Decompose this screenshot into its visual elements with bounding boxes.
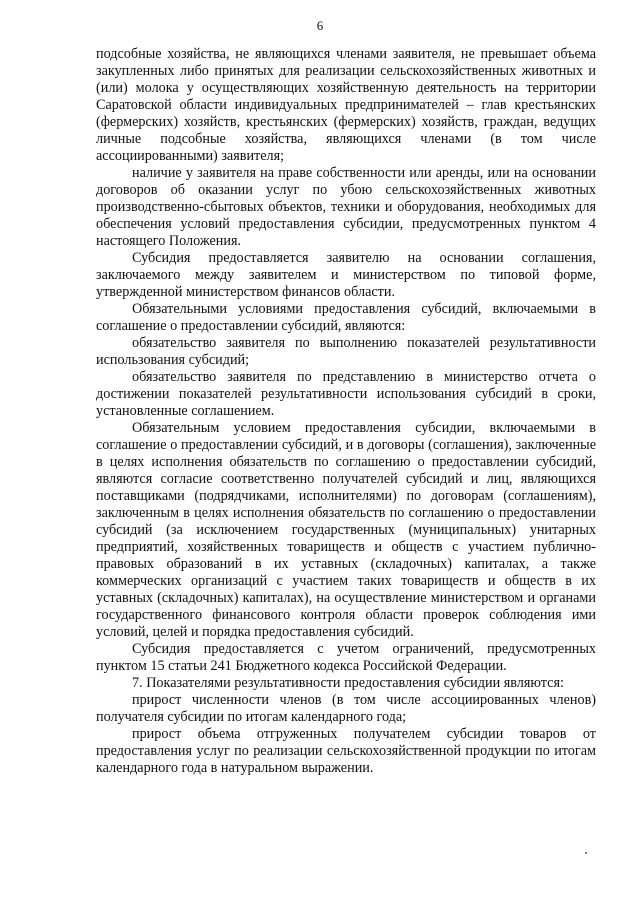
paragraph-continuation: подсобные хозяйства, не являющихся членами заявителя, не превышает объема закупленных либо принятых для реализации сельскохозяйственных животных и (или) молока у осуществляющих хозяйственную деятельность на территории Саратовской области индивидуальных предпринимателей – глав крестьянских (фермерских) хозяйств, крестьянских (фермерских) хозяйств, граждан, ведущих личные подсобные хозяйства, являющихся членами (в том числе ассоциированными) заявителя; [96, 46, 596, 164]
paragraph-facilities-condition: наличие у заявителя на праве собственности или аренды, или на основании договоров об оказании услуг по убою сельскохозяйственных животных производственно-сбытовых объектов, техники и оборудования, необходимых для обеспечения условий предоставления субсидии, предусмотренных пунктом 4 настоящего Положения. [96, 165, 596, 249]
paragraph-consent-condition: Обязательным условием предоставления субсидии, включаемыми в соглашение о предоставлении субсидий, и в договоры (соглашения), заключенные в целях исполнения обязательств по соглашению о предоставлении субсидий, являются согласие соответственно получателей субсидий и лиц, являющихся поставщиками (подрядчиками, исполнителями) по договорам (соглашениям), заключенным в целях исполнения обязательств по соглашению о предоставлении субсидий (за исключением государственных (муниципальных) унитарных предприятий, хозяйственных товариществ и обществ с участием публично-правовых образований в их уставных (складочных) капиталах, а также коммерческих организаций с участием таких товариществ и обществ в их уставных (складочных) капиталах), на осуществление министерством и органами государственного финансового контроля области проверок соблюдения ими условий, целей и порядка предоставления субсидий. [96, 420, 596, 640]
paragraph-indicator-volume: прирост объема отгруженных получателем субсидии товаров от предоставления услуг по реализации сельскохозяйственной продукции по итогам календарного года в натуральном выражении. [96, 726, 596, 776]
scan-speck [585, 852, 587, 854]
paragraph-mandatory-conditions: Обязательными условиями предоставления субсидий, включаемыми в соглашение о предоставлении субсидий, являются: [96, 301, 596, 334]
paragraph-obligation-report: обязательство заявителя по представлению в министерство отчета о достижении показателей результативности использования субсидий в сроки, установленные соглашением. [96, 369, 596, 419]
paragraph-agreement: Субсидия предоставляется заявителю на основании соглашения, заключаемого между заявителем и министерством по типовой форме, утвержденной министерством финансов области. [96, 250, 596, 300]
page-number: 6 [316, 18, 324, 33]
document-body [96, 46, 596, 777]
paragraph-budget-code: Субсидия предоставляется с учетом ограничений, предусмотренных пунктом 15 статьи 241 Бюджетного кодекса Российской Федерации. [96, 641, 596, 674]
paragraph-obligation-performance: обязательство заявителя по выполнению показателей результативности использования субсидий; [96, 335, 596, 368]
paragraph-indicator-members: прирост численности членов (в том числе ассоциированных членов) получателя субсидии по итогам календарного года; [96, 692, 596, 725]
paragraph-section-7-heading: 7. Показателями результативности предоставления субсидии являются: [132, 675, 564, 691]
